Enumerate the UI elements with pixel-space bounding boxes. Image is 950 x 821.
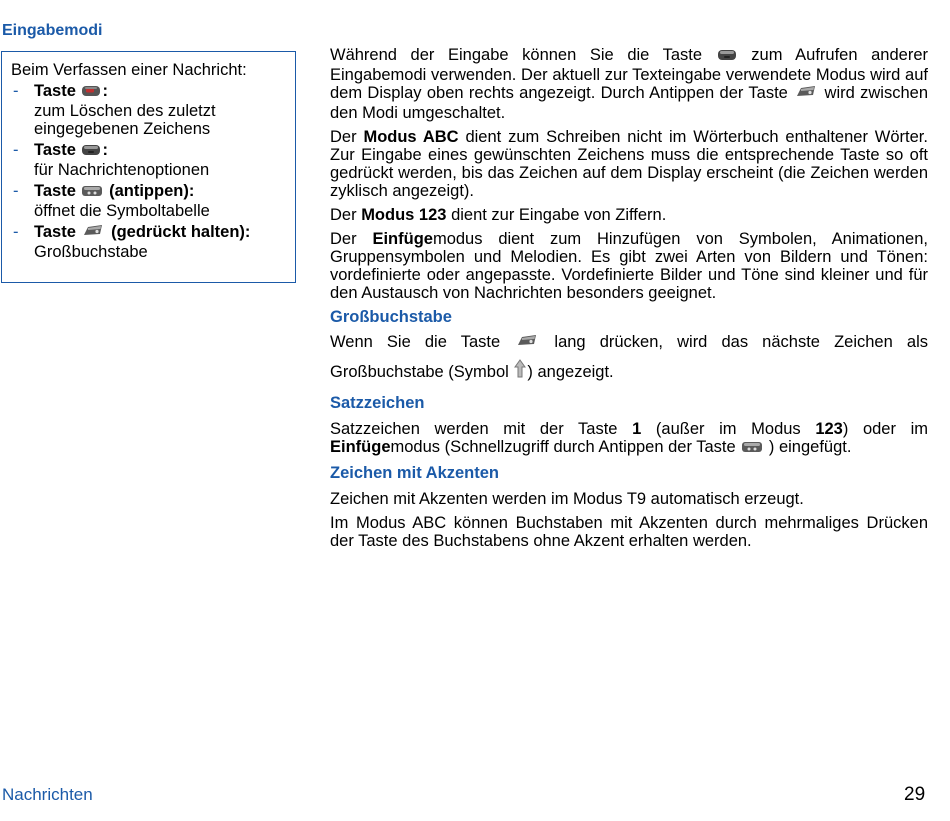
key-case-icon	[81, 223, 105, 243]
heading-uppercase: Großbuchstabe	[330, 308, 452, 326]
shortcut-box	[1, 51, 296, 283]
shortcut-key-label: Taste	[34, 82, 76, 100]
heading-accents: Zeichen mit Akzenten	[330, 464, 500, 482]
key-dark-icon	[81, 143, 101, 161]
shortcut-key-label: Taste	[34, 223, 76, 241]
key-case-icon	[794, 84, 818, 104]
page-number: 29	[904, 784, 926, 805]
key-case-icon	[515, 330, 539, 358]
shortcut-desc: für Nachrichtenoptionen	[34, 161, 210, 179]
shortcut-key-label: Taste	[34, 141, 76, 159]
paragraph-t9: Zeichen mit Akzenten werden im Modus T9 automatisch erzeugt.	[330, 490, 804, 508]
shortcut-list	[11, 82, 287, 261]
key-red-icon	[81, 84, 101, 102]
key-symbol-icon	[741, 440, 763, 458]
shortcut-desc: zum Löschen des zuletzt	[34, 102, 216, 120]
shortcut-key-label: Taste	[34, 182, 76, 200]
paragraph-modes: Während der Eingabe können Sie die Taste zum Aufrufen anderer Eingabemodi verwenden. Der aktuell zur Texteingabe verwendete Modus wird auf dem Display oben rechts angezeigt. Durch Antippen der Taste wird zwischen den Modi umgeschaltet.	[330, 46, 928, 122]
main-text	[330, 46, 928, 556]
shortcut-intro: Beim Verfassen einer Nachricht:	[11, 61, 247, 79]
section-title: Eingabemodi	[2, 22, 103, 39]
shortcut-desc: eingegebenen Zeichens	[34, 120, 211, 138]
heading-punctuation: Satzzeichen	[330, 394, 425, 412]
shortcut-item-uppercase: - Taste (gedrückt halten): Großbuchstabe	[13, 223, 251, 261]
key-dark-icon	[717, 48, 737, 66]
paragraph-123: Der Modus 123 dient zur Eingabe von Ziffern.	[330, 206, 667, 224]
footer-chapter: Nachrichten	[2, 785, 93, 804]
shortcut-desc: öffnet die Symboltabelle	[34, 202, 210, 220]
shortcut-desc: Großbuchstabe	[34, 243, 148, 261]
paragraph-abc: Der Modus ABC dient zum Schreiben nicht im Wörterbuch enthaltener Wörter. Zur Eingabe eines gewünschten Zeichens muss die entsprechende Taste so oft gedrückt werden, bis das Zeichen auf dem Display erscheint (die Zeichen werden zyklisch angezeigt).	[330, 128, 928, 200]
paragraph-insert: Der Einfügemodus dient zum Hinzufügen von Symbolen, Animationen, Gruppensymbolen und Melodien. Es gibt zwei Arten von Bildern und Tönen: vordefinierte oder angepasste. Vordefinierte Bilder und Töne sind kleiner und für den Austausch von Nachrichten besonders geeignet.	[330, 230, 928, 302]
paragraph-abc-accents: Im Modus ABC können Buchstaben mit Akzenten durch mehrmaliges Drücken der Taste des Buchstabens ohne Akzent erhalten werden.	[330, 514, 928, 550]
paragraph-punctuation: Satzzeichen werden mit der Taste 1 (außer im Modus 123) oder im Einfügemodus (Schnellzugriff durch Antippen der Taste ) eingefügt.	[330, 420, 929, 456]
key-symbol-icon	[81, 184, 103, 202]
uppercase-arrow-icon	[514, 359, 526, 388]
paragraph-uppercase: Wenn Sie die Taste lang drücken, wird das nächste Zeichen als Großbuchstabe (Symbol ) angezeigt.	[330, 328, 928, 388]
shortcut-item-symbols: - Taste (antippen): öffnet die Symboltabelle	[13, 182, 210, 220]
shortcut-item-delete: - Taste : zum Löschen des zuletzt eingegebenen Zeichens	[13, 82, 216, 138]
shortcut-item-options: - Taste : für Nachrichtenoptionen	[13, 141, 210, 179]
